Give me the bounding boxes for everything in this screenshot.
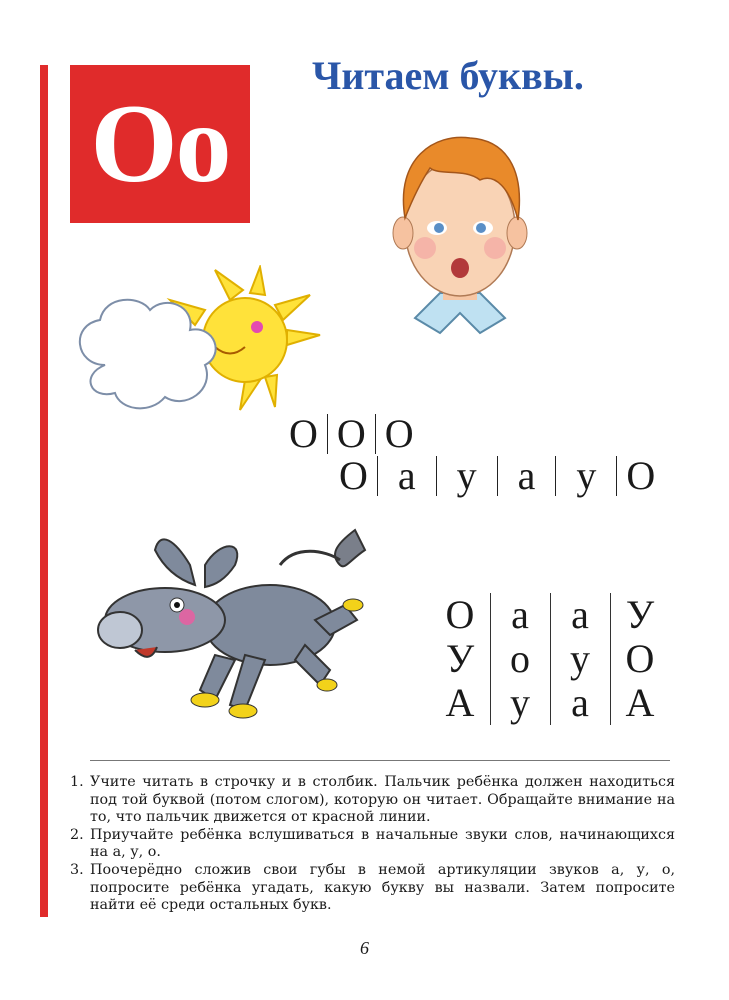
red-margin-line xyxy=(40,65,48,917)
divider xyxy=(90,760,670,761)
grid-column-line xyxy=(610,593,611,725)
instruction-item xyxy=(70,862,675,915)
grid-cell: О xyxy=(625,636,655,681)
grid-column-line xyxy=(550,593,551,725)
instruction-text: Приучайте ребёнка вслушиваться в начальные звуки слов, начинающихся на а, у, о. xyxy=(90,826,675,861)
letter-box xyxy=(70,65,250,223)
row2-letter: у xyxy=(576,453,597,498)
grid-cell: У xyxy=(445,636,475,681)
grid-cell: о xyxy=(510,636,530,681)
instruction-number: 1. xyxy=(70,774,84,790)
row2-letter: О xyxy=(626,453,656,498)
row2-letter: а xyxy=(397,453,416,498)
grid-cell: у xyxy=(570,636,590,681)
grid-cell: А xyxy=(625,680,655,725)
instruction-number: 2. xyxy=(70,826,84,843)
grid-cell: а xyxy=(511,592,529,637)
letter-grid xyxy=(430,593,670,725)
grid-cell: а xyxy=(571,680,589,725)
instruction-item xyxy=(70,774,675,827)
instruction-text: Учите читать в строчку и в столбик. Пальчик ребёнка должен находиться под той буквой (потом слогом), которую он читает. Обращайте внимание на то, что пальчик движется от красной линии. xyxy=(90,774,675,826)
row1-letter: О xyxy=(384,411,414,456)
letter-row-2 xyxy=(330,454,664,498)
instruction-text: Поочерёдно сложив свои губы в немой артикуляции звуков а, у, о, попросите ребёнка угадать, какую букву вы назвали. Затем попросите найти её среди остальных букв. xyxy=(90,861,675,914)
grid-cell: У xyxy=(625,592,655,637)
donkey-illustration xyxy=(95,525,385,725)
grid-column-line xyxy=(490,593,491,725)
letter-label: Оо xyxy=(90,82,230,206)
boy-illustration xyxy=(385,128,535,343)
letter-row-1 xyxy=(280,412,423,456)
grid-cell: А xyxy=(445,680,475,725)
instruction-item xyxy=(70,827,675,862)
instruction-number: 3. xyxy=(70,861,84,878)
grid-cell: у xyxy=(510,680,530,725)
instructions xyxy=(70,774,675,915)
row1-letter: О xyxy=(336,411,366,456)
page-title: Читаем буквы. xyxy=(312,53,584,98)
row2-letter: а xyxy=(517,453,536,498)
row2-letter: у xyxy=(456,453,477,498)
grid-cell: а xyxy=(571,592,589,637)
page-number: 6 xyxy=(360,938,369,958)
row1-letter: О xyxy=(289,411,318,456)
grid-cell: О xyxy=(445,592,475,637)
row2-letter: О xyxy=(339,453,368,498)
